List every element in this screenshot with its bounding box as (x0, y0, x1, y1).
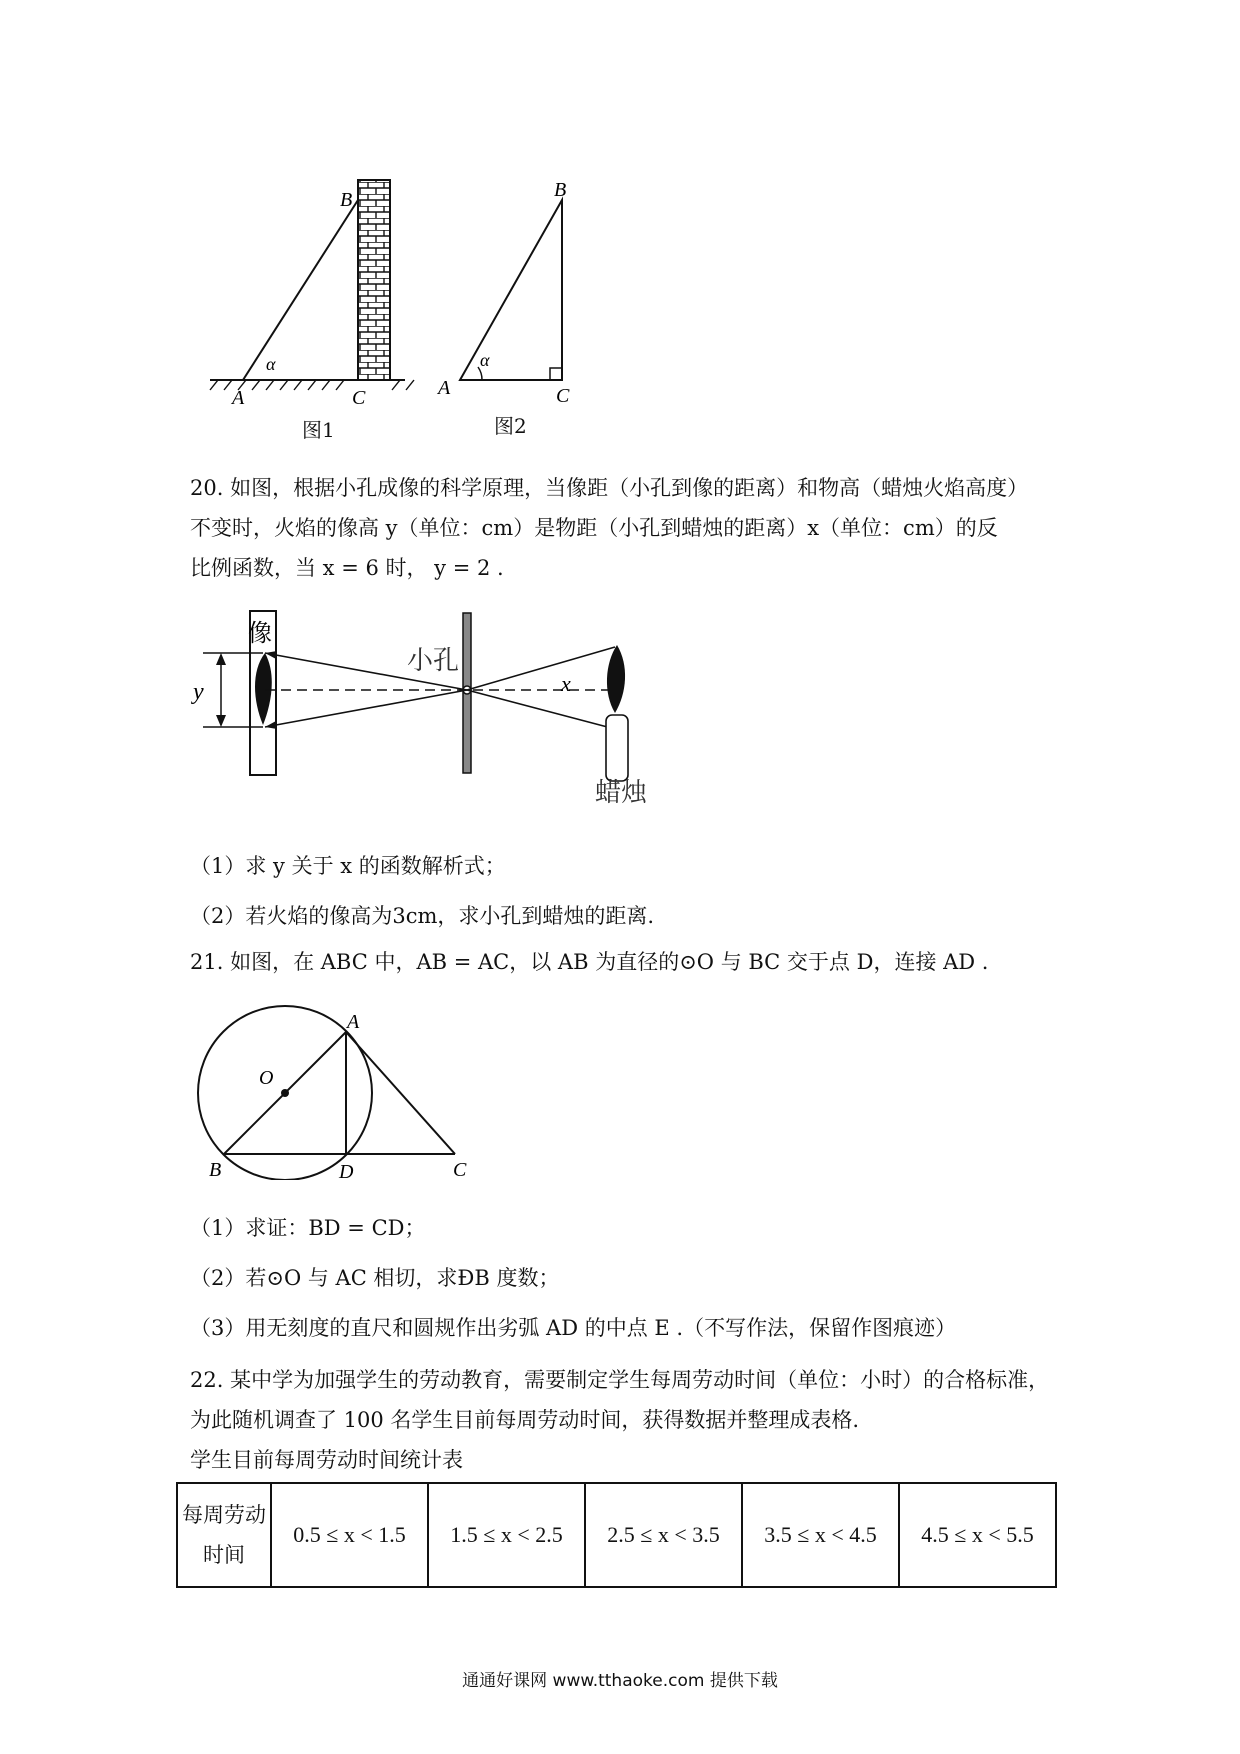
y-label: y (193, 679, 204, 705)
q22-line-1: 22. 某中学为加强学生的劳动教育，需要制定学生每周劳动时间（单位：小时）的合格标准， (190, 1368, 1050, 1392)
range-cell-4: 3.5 ≤ x < 4.5 (742, 1483, 899, 1587)
table-title: 学生目前每周劳动时间统计表 (190, 1448, 463, 1472)
fig1-label-alpha: α (266, 354, 276, 374)
figure-2-right-triangle (430, 170, 600, 420)
figure-1-wall-ladder (200, 170, 430, 440)
circle-triangle-diagram (195, 1000, 485, 1180)
q21-sub-1: （1）求证：BD = CD； (190, 1216, 426, 1240)
candle-label: 蜡烛 (595, 778, 648, 805)
q21-sub-2: （2）若⊙O 与 AC 相切，求ÐB 度数； (190, 1266, 560, 1290)
table-row (177, 1483, 1056, 1587)
fig2-label-A: A (438, 377, 451, 399)
fig1-label-A: A (232, 387, 245, 409)
q20-sub-1: （1）求 y 关于 x 的函数解析式； (190, 854, 506, 878)
candle-flame (607, 645, 625, 713)
label-A: A (347, 1011, 360, 1033)
center-O (281, 1089, 289, 1097)
label-D: D (339, 1161, 354, 1180)
labor-time-table (176, 1482, 1057, 1588)
range-cell-1: 0.5 ≤ x < 1.5 (271, 1483, 428, 1587)
pinhole-diagram (185, 605, 665, 805)
label-C: C (453, 1159, 467, 1180)
image-label: 像 (248, 619, 272, 647)
table-header-cell: 每周劳动时间 (177, 1483, 271, 1587)
range-cell-3: 2.5 ≤ x < 3.5 (585, 1483, 742, 1587)
fig2-label-alpha: α (480, 350, 490, 370)
fig1-caption: 图1 (302, 418, 335, 442)
fig2-label-C: C (556, 385, 570, 407)
label-O: O (259, 1067, 274, 1089)
x-label: x (561, 671, 571, 696)
range-cell-5: 4.5 ≤ x < 5.5 (899, 1483, 1056, 1587)
fig1-label-C: C (352, 387, 366, 409)
ladder-line (243, 200, 358, 380)
brick-wall (358, 180, 390, 380)
page-footer: 通通好课网 www.tthaoke.com 提供下载 (462, 1671, 778, 1691)
q20-line-3: 比例函数，当 x = 6 时， y = 2 . (190, 556, 504, 580)
q20-sub-2: （2）若火焰的像高为3cm，求小孔到蜡烛的距离. (190, 904, 655, 928)
fig1-label-B: B (340, 189, 353, 211)
q20-line-1: 20. 如图，根据小孔成像的科学原理，当像距（小孔到像的距离）和物高（蜡烛火焰高度） (190, 476, 1029, 500)
label-B: B (209, 1159, 222, 1180)
range-cell-2: 1.5 ≤ x < 2.5 (428, 1483, 585, 1587)
hole-label: 小孔 (407, 646, 460, 676)
fig2-caption: 图2 (494, 414, 527, 438)
q21-sub-3: （3）用无刻度的直尺和圆规作出劣弧 AD 的中点 E .（不写作法，保留作图痕迹） (190, 1316, 957, 1340)
q20-line-2: 不变时，火焰的像高 y（单位：cm）是物距（小孔到蜡烛的距离）x（单位：cm）的反 (190, 516, 998, 540)
candle-body (606, 715, 628, 781)
fig2-label-B: B (554, 179, 567, 201)
q22-line-2: 为此随机调查了 100 名学生目前每周劳动时间，获得数据并整理成表格. (190, 1408, 860, 1432)
q21-line-1: 21. 如图，在 ABC 中，AB = AC，以 AB 为直径的⊙O 与 BC 交于点 D，连接 AD . (190, 950, 989, 974)
